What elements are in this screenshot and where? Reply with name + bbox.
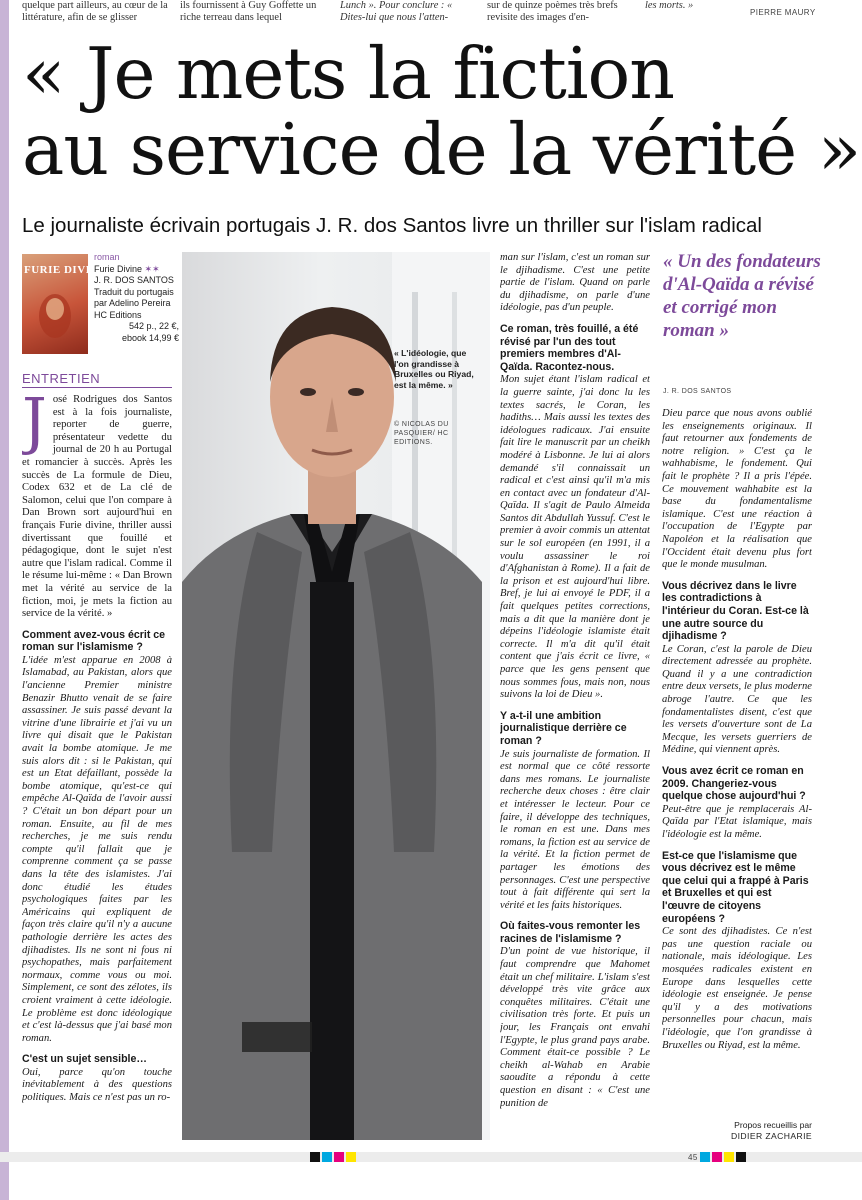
- interview-question: Ce roman, très fouillé, a été révisé par l'un des tout premiers membres d'Al-Qaïda. Racontez-nous.: [500, 322, 639, 373]
- book-cover: [22, 254, 107, 354]
- section-rule: [22, 387, 172, 388]
- print-mark-magenta: [334, 1152, 344, 1162]
- interview-answer: Mon sujet étant l'islam radical et la guerre sainte, j'ai donc lu les textes sacrés, le Coran, les hadiths… Mais aussi les textes des idéologues radicaux. J'ai ensuite fait lire le manuscrit par un cheikh modéré à Lisbonne. Je lui ai alors demandé s'il connaissait un radical et c'est ainsi qu'il m'a mis en contact avec un fondateur d'Al-Qaïda. Il s'agit de Paulo Almeida Santos dit Abdullah Yussuf. C'est le premier à avoir commis un attentat sur le sol européen (en 1991, il a voulu assassiner le roi d'Afghanistan à Rome). Il a fait de la prison et est aujourd'hui libre. Bref, je lui ai envoyé le PDF, il a fait quelques petites corrections, mais a dit que la manière dont je dépeins l'idéologie islamiste était correcte. Il m'a dit qu'il était content que j'ais écrit ce livre, « parce que les gens pensent que nous sommes fous, mais non, nous suivons la loi de Dieu ».: [500, 374, 650, 701]
- credits-line2: DIDIER ZACHARIE: [731, 1131, 812, 1141]
- credits-line1: Propos recueillis par: [734, 1120, 812, 1130]
- interview-answer: Oui, parce qu'on touche inévitablement à des questions politiques. Mais ce n'est pas un ro-: [22, 1066, 172, 1104]
- interview-answer: man sur l'islam, c'est un roman sur le djihadisme. C'est une petite partie de l'islam. Quand on parle du djihadisme, on parle d'une idéologie, pas d'un peuple.: [500, 252, 650, 314]
- pull-quote: « Un des fondateurs d'Al-Qaïda a révisé et corrigé mon roman »: [663, 251, 821, 341]
- book-info: [94, 252, 179, 344]
- intro-text: osé Rodrigues dos Santos est à la fois journaliste, reporter de guerre, présentateur vedette du journal de 20 h au Portugal et romancier à succès. Après les succès de La formule de Dieu, Codex 632 et de La clé de Salomon, celui que l'on compare à Dan Brown sort aujourd'hui en français Furie divine, thriller aussi divertissant que fouillé et pédagogique, dont le sujet n'est autre que l'islam radical. Comme il le résume lui-même : « Dan Brown met la vérité au service de la fiction, moi, je mets la fiction au service de la vérité. »: [22, 394, 172, 620]
- book-translation: Traduit du portugais par Adelino Pereira: [94, 286, 174, 308]
- interview-question: Où faites-vous remonter les racines de l'islamisme ?: [500, 920, 641, 945]
- book-category: roman: [94, 252, 120, 262]
- drop-cap: J: [22, 394, 47, 457]
- subheadline: Le journaliste écrivain portugais J. R. dos Santos livre un thriller sur l'islam radical: [22, 214, 762, 237]
- column-3-body: [662, 408, 812, 1052]
- column-2-body: [500, 252, 650, 1110]
- interview-question: Vous décrivez dans le livre les contradictions à l'intérieur du Coran. Est-ce là une autre source du djihadisme ?: [662, 579, 809, 643]
- top-fragment-col5: les morts. »: [645, 0, 694, 11]
- column-1: [22, 394, 172, 1144]
- interview-answer: Ce sont des djihadistes. Ce n'est pas une question raciale ou nationale, mais idéologique. Les mosquées radicales existent en Europe dans lesquelles cette idéologie est enseignée. Je pense qu'il y a des motivations personnelles pour chacun, mais l'idéologie, que l'on grandisse à Bruxelles ou Riyad, est la même.: [662, 926, 812, 1051]
- book-title: Furie Divine: [94, 263, 143, 274]
- print-mark-magenta-2: [712, 1152, 722, 1162]
- pull-quote-attribution: J. R. DOS SANTOS: [663, 388, 732, 395]
- print-mark-yellow: [346, 1152, 356, 1162]
- interview-question: Y a-t-il une ambition journalistique derrière ce roman ?: [500, 709, 627, 747]
- column-1-body: [22, 629, 172, 1105]
- interview-answer: L'idée m'est apparue en 2008 à Islamabad, au Pakistan, alors que l'ancienne Premier ministre Benazir Bhutto venait de se faire assassiner. Je suis passé devant la vitrine d'une librairie et j'ai vu un livre qui disait que le Pakistan avait la bombe atomique. Je me suis alors dit : si le Pakistan, qui est un Etat défaillant, possède la bombe atomique, qu'est-ce qui empêche Al-Qaïda de l'avoir aussi ? C'était un bon départ pour un roman. Ensuite, au fil de mes recherches, je me suis rendu compte qu'il fallait que je comprenne comment ça se passe dans la tête des islamistes. J'ai donc étudié les études psychologiques faites par les Américains qui expliquent de façon très claire qu'il n'y a aucune pathologie derrière les actes des djihadistes. Ils ne sont ni fous ni psychopathes, mais parfaitement normaux, comme vous ou moi. Simplement, ce sont des zélotes, ils croient vraiment à cette idéologie. Le problème est donc idéologique et c'est là-dessus que j'ai basé mon roman.: [22, 654, 172, 1044]
- print-mark-black-2: [736, 1152, 746, 1162]
- headline-line1: « Je mets la fiction: [22, 32, 675, 115]
- book-cover-art: [22, 254, 88, 354]
- interview-question: Vous avez écrit ce roman en 2009. Changeriez-vous quelque chose aujourd'hui ?: [662, 765, 806, 803]
- book-publisher: HC Editions: [94, 309, 142, 320]
- headline-line2: au service de la vérité »: [22, 108, 861, 191]
- intro-paragraph: [22, 394, 172, 621]
- section-label: ENTRETIEN: [22, 371, 101, 386]
- book-cover-title: FURIE DIVINE: [24, 264, 107, 276]
- book-price: 542 p., 22 €,: [128, 321, 179, 331]
- top-fragment-col2: ils fournissent à Guy Goffette un riche terreau dans lequel: [180, 0, 317, 23]
- interview-question: Est-ce que l'islamisme que vous décrivez est le même que celui qui a frappé à Paris et Bruxelles et qui est l'œuvre de citoyens européens ?: [662, 849, 809, 925]
- column-2: [500, 252, 650, 1142]
- print-mark-yellow-2: [724, 1152, 734, 1162]
- top-fragment-col4: sur de quinze poèmes très brefs revisite des images d'en-: [487, 0, 618, 23]
- book-title-line: [94, 264, 179, 276]
- rating-stars: ✶✶: [144, 263, 160, 274]
- print-mark-cyan: [322, 1152, 332, 1162]
- interview-answer: D'un point de vue historique, il faut comprendre que Mahomet était un chef militaire. L'islam s'est développé très vite grâce aux conquêtes militaires. C'était une civilisation très forte. Et puis un jour, les Français ont envahi l'Egypte, le plus grand pays arabe. Comment était-ce possible ? Le cheikh al-Wahab en Arabie saoudite a répondu à cette question en disant : « C'est une punition de: [500, 946, 650, 1109]
- top-signature: PIERRE MAURY: [750, 8, 816, 17]
- column-3: [662, 408, 812, 1122]
- interview-question: C'est un sujet sensible…: [22, 1053, 147, 1066]
- book-ebook-price: ebook 14,99 €: [121, 332, 179, 343]
- interview-answer: Le Coran, c'est la parole de Dieu directement adressée au prophète. Quand il y a une contradiction entre deux versets, le plus moderne abroge l'autre. Ce que les fondamentalistes disent, c'est que les versets d'ouverture sont de La Mecque, les versets guerriers de Médine, qui viennent après.: [662, 643, 812, 756]
- photo-caption: « L'idéologie, que l'on grandisse à Bruxelles ou Riyad, est la même. »: [394, 348, 474, 390]
- print-mark-cyan-2: [700, 1152, 710, 1162]
- interview-question: Comment avez-vous écrit ce roman sur l'islamisme ?: [22, 628, 166, 654]
- interview-answer: Peut-être que je remplacerais Al-Qaïda par l'Etat islamique, mais l'idéologie est la même.: [662, 803, 812, 840]
- photo-credit: © NICOLAS DU PASQUIER/ HC EDITIONS.: [394, 421, 449, 446]
- print-mark-black: [310, 1152, 320, 1162]
- book-author: J. R. DOS SANTOS: [94, 275, 174, 285]
- top-fragment-col3: Lunch ». Pour conclure : « Dites-lui que nous l'atten-: [340, 0, 453, 23]
- margin-color-bar: [0, 0, 9, 1200]
- top-fragment-col1: quelque part ailleurs, au cœur de la littérature, afin de se glisser: [22, 0, 168, 23]
- page-number: 45: [688, 1153, 698, 1162]
- interview-answer: Dieu parce que nous avons oublié les enseignements originaux. Il faut retourner aux fondements de notre religion. » C'est ça le wahhabisme, le fondement. Qui fait le prophète ? Il a pris l'épée. Ce mouvement wahhabite est la base du fondamentalisme islamique. C'est une réaction à l'occupation de l'Egypte par Napoléon et la réalisation que l'Occident était devenu plus fort que le monde musulman.: [662, 408, 812, 571]
- interview-answer: Je suis journaliste de formation. Il est normal que ce côté ressorte dans mes romans. Le journaliste recherche deux choses : être clair et intéresser le lecteur. Pour ce faire, il développe des techniques, le roman en est une. Dans mes romans, la fiction est au service de la vérité. Et la fiction permet de partager les émotions des personnages. C'est une perspective tout à fait différente qui sert la vérité et les faits historiques.: [500, 748, 650, 911]
